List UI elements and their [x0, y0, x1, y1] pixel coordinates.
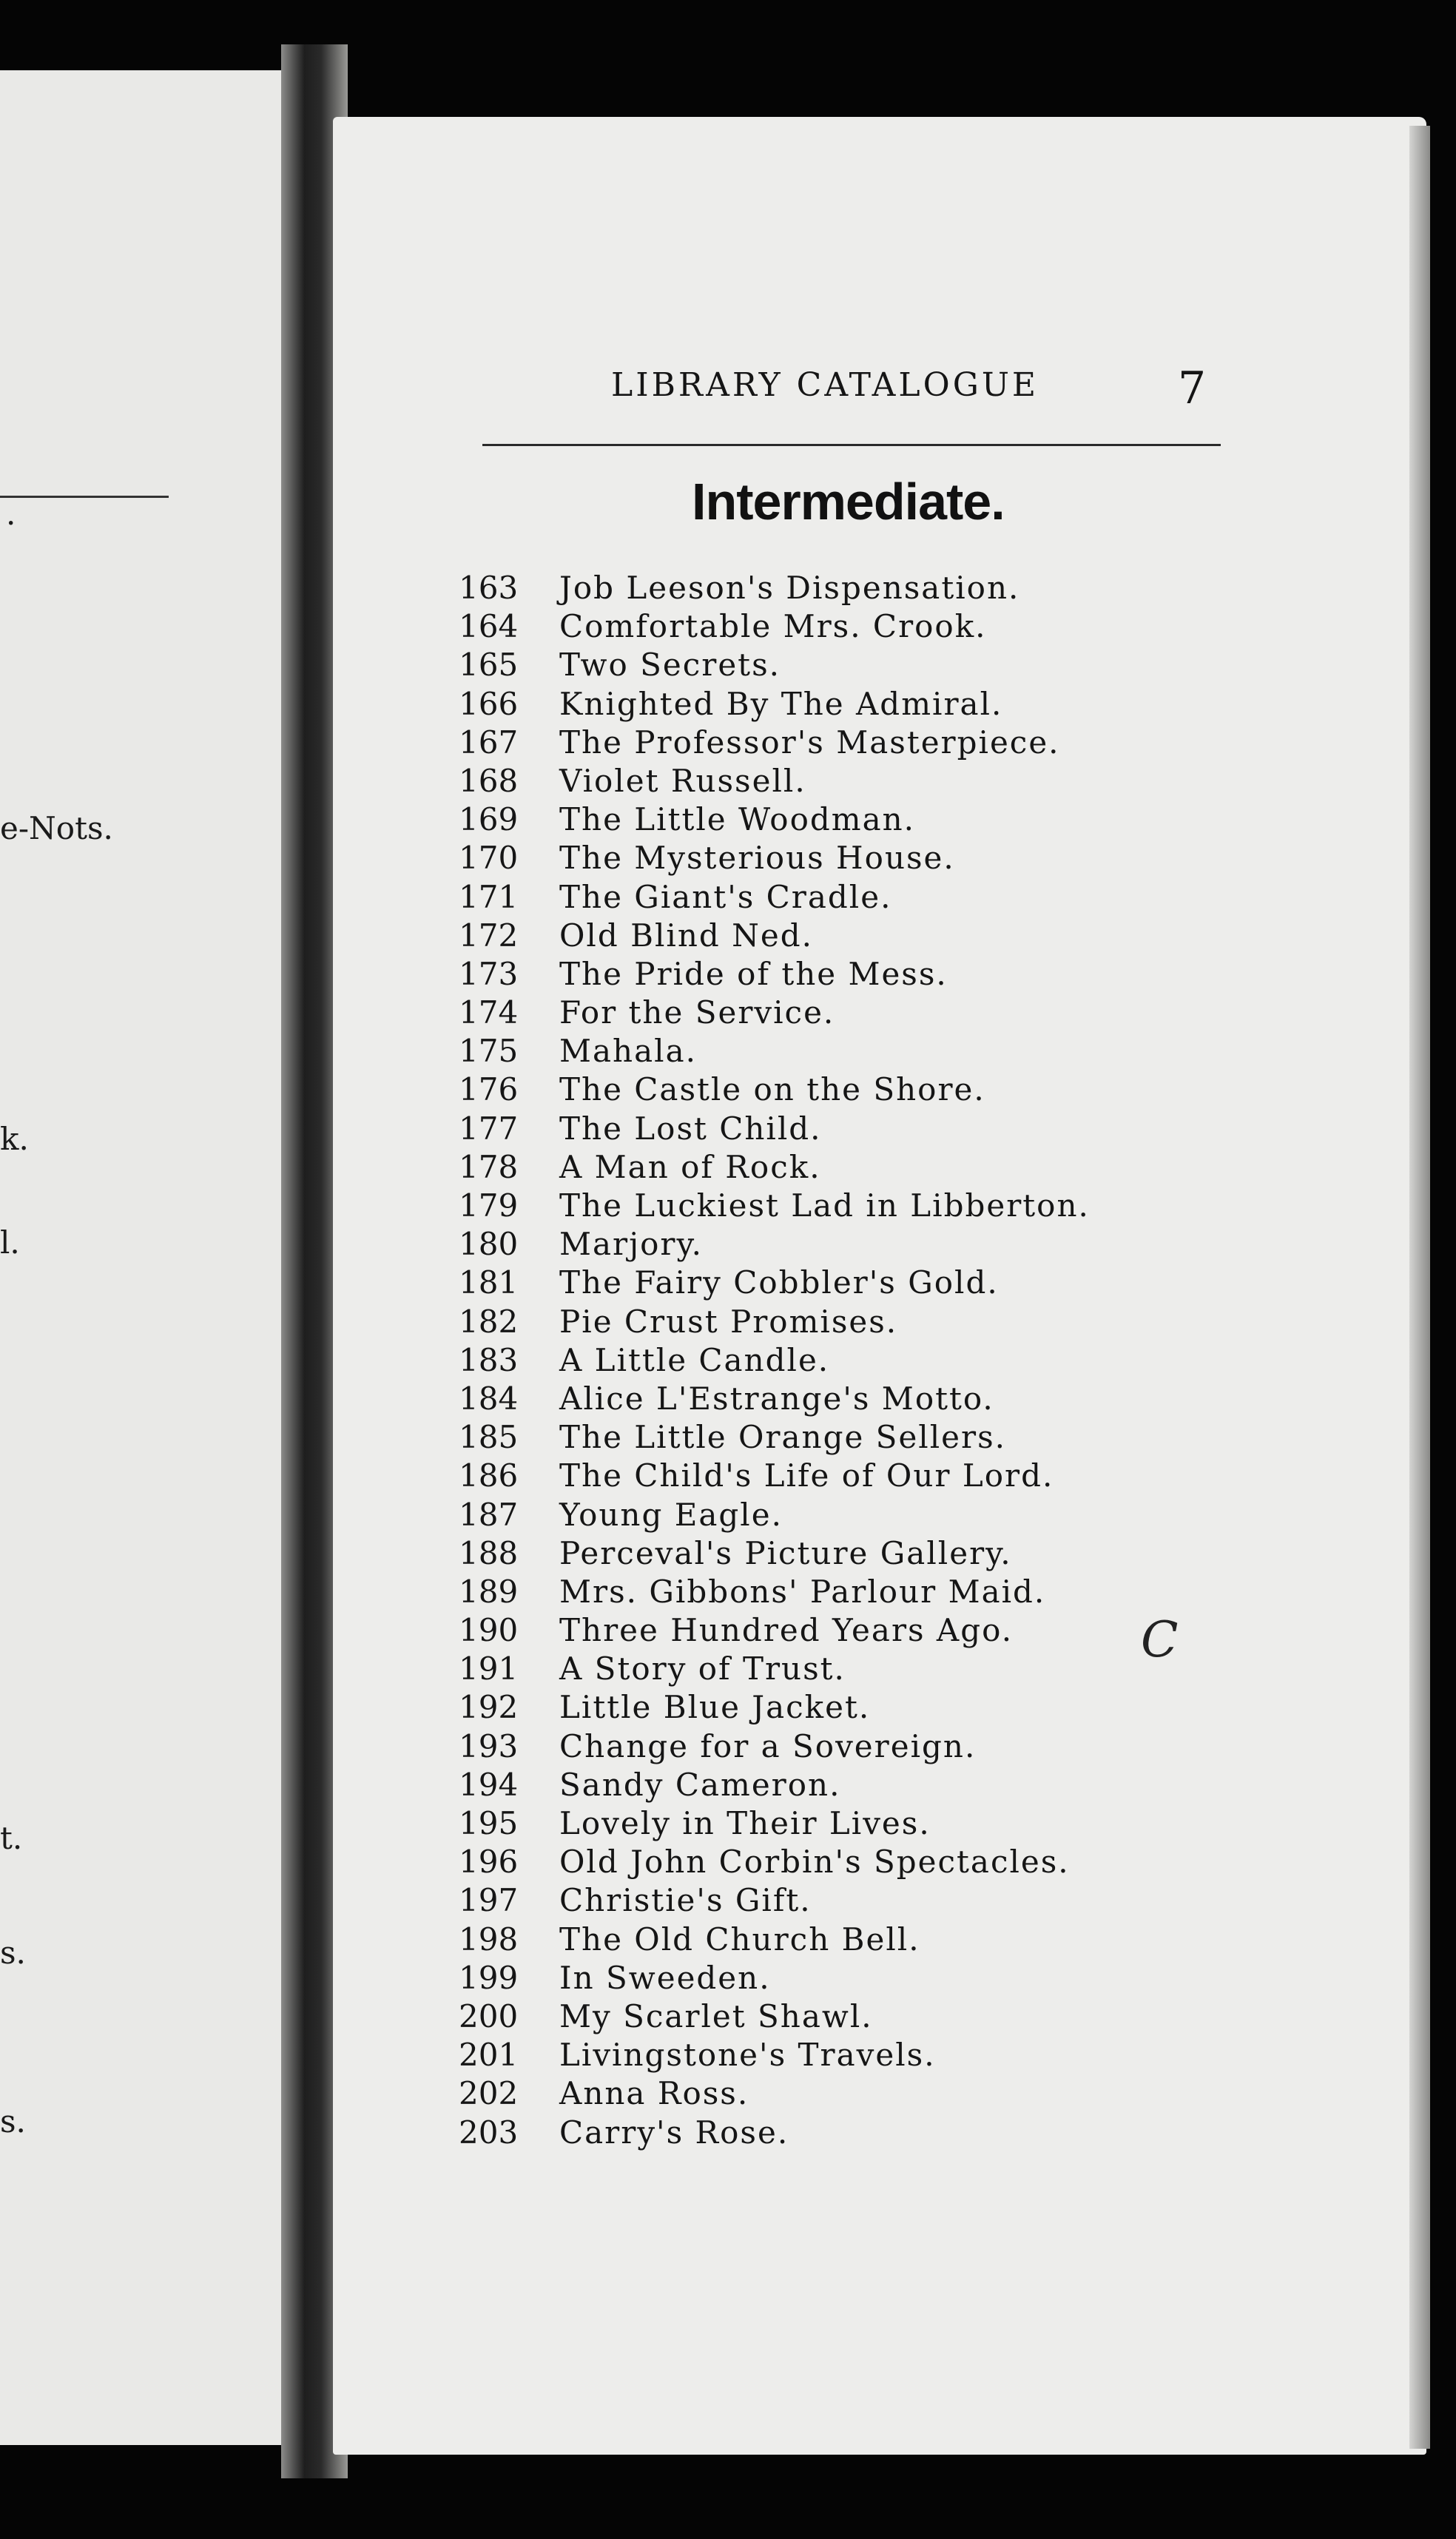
- catalogue-entry: [459, 2037, 1406, 2075]
- catalogue-entry: [459, 608, 1406, 647]
- entry-number: 190: [459, 1612, 519, 1649]
- entry-title: Sandy Cameron.: [559, 1766, 841, 1803]
- catalogue-list: [459, 570, 1406, 2153]
- entry-title: Old John Corbin's Spectacles.: [559, 1844, 1070, 1881]
- entry-number: 183: [459, 1341, 519, 1378]
- page-number: 7: [1178, 363, 1207, 414]
- catalogue-entry: [459, 1110, 1406, 1149]
- entry-number: 168: [459, 762, 519, 799]
- entry-number: 186: [459, 1457, 519, 1494]
- entry-number: 188: [459, 1534, 519, 1571]
- entry-title: Marjory.: [559, 1226, 704, 1263]
- entry-number: 201: [459, 2037, 519, 2074]
- catalogue-entry: [459, 956, 1406, 994]
- catalogue-entry: [459, 1033, 1406, 1071]
- entry-title: Carry's Rose.: [559, 2114, 789, 2151]
- catalogue-entry: [459, 1457, 1406, 1496]
- entry-number: 200: [459, 1997, 519, 2034]
- entry-title: A Man of Rock.: [559, 1148, 821, 1185]
- entry-number: 197: [459, 1882, 519, 1919]
- catalogue-entry: [459, 1149, 1406, 1187]
- entry-number: 172: [459, 917, 519, 954]
- entry-title: Christie's Gift.: [559, 1882, 812, 1919]
- entry-number: 167: [459, 724, 519, 761]
- left-fragment: s.: [0, 1935, 26, 1971]
- entry-title: The Professor's Masterpiece.: [559, 724, 1060, 761]
- entry-title: Mrs. Gibbons' Parlour Maid.: [559, 1573, 1046, 1610]
- entry-title: Young Eagle.: [559, 1496, 783, 1533]
- entry-title: The Old Church Bell.: [559, 1921, 920, 1958]
- catalogue-entry: [459, 1650, 1406, 1689]
- catalogue-entry: [459, 1960, 1406, 1998]
- entry-title: My Scarlet Shawl.: [559, 1997, 873, 2034]
- catalogue-entry: [459, 724, 1406, 763]
- entry-title: The Pride of the Mess.: [559, 955, 948, 992]
- handwritten-mark: C: [1141, 1611, 1179, 1668]
- entry-number: 176: [459, 1071, 519, 1108]
- entry-title: Violet Russell.: [559, 762, 806, 799]
- entry-title: Pie Crust Promises.: [559, 1303, 898, 1340]
- entry-title: Livingstone's Travels.: [559, 2037, 936, 2074]
- catalogue-entry: [459, 1689, 1406, 1727]
- entry-title: Three Hundred Years Ago.: [559, 1612, 1014, 1649]
- entry-title: Anna Ross.: [559, 2075, 749, 2112]
- entry-title: The Mysterious House.: [559, 840, 955, 877]
- entry-number: 182: [459, 1303, 519, 1340]
- catalogue-entry: [459, 1380, 1406, 1419]
- catalogue-entry: [459, 2075, 1406, 2114]
- entry-number: 166: [459, 685, 519, 722]
- catalogue-entry: [459, 1805, 1406, 1844]
- entry-title: Lovely in Their Lives.: [559, 1805, 931, 1841]
- entry-number: 199: [459, 1959, 519, 1996]
- catalogue-entry: [459, 801, 1406, 840]
- entry-title: For the Service.: [559, 994, 835, 1031]
- entry-number: 173: [459, 955, 519, 992]
- left-fragment: k.: [0, 1121, 29, 1157]
- catalogue-entry: [459, 1497, 1406, 1535]
- entry-title: Old Blind Ned.: [559, 917, 813, 954]
- entry-title: The Luckiest Lad in Libberton.: [559, 1187, 1090, 1224]
- entry-number: 179: [459, 1187, 519, 1224]
- catalogue-entry: [459, 1998, 1406, 2037]
- catalogue-entry: [459, 1419, 1406, 1457]
- entry-title: The Little Woodman.: [559, 801, 916, 838]
- catalogue-entry: [459, 1921, 1406, 1960]
- entry-number: 177: [459, 1110, 519, 1147]
- catalogue-entry: [459, 763, 1406, 801]
- entry-title: The Giant's Cradle.: [559, 878, 892, 915]
- entry-number: 198: [459, 1921, 519, 1958]
- page-edge: [1409, 126, 1430, 2449]
- entry-title: Knighted By The Admiral.: [559, 685, 1003, 722]
- entry-number: 194: [459, 1766, 519, 1803]
- entry-title: The Child's Life of Our Lord.: [559, 1457, 1054, 1494]
- catalogue-entry: [459, 879, 1406, 917]
- entry-number: 192: [459, 1689, 519, 1726]
- entry-title: Little Blue Jacket.: [559, 1689, 871, 1726]
- catalogue-entry: [459, 647, 1406, 685]
- entry-number: 185: [459, 1419, 519, 1456]
- left-fragment: s.: [0, 2103, 26, 2140]
- entry-title: Comfortable Mrs. Crook.: [559, 608, 987, 645]
- catalogue-entry: [459, 1535, 1406, 1574]
- entry-title: Two Secrets.: [559, 647, 781, 684]
- entry-title: A Story of Trust.: [559, 1650, 846, 1687]
- catalogue-entry: [459, 1574, 1406, 1612]
- catalogue-entry: [459, 1071, 1406, 1110]
- left-fragment: .: [6, 496, 16, 532]
- catalogue-entry: [459, 1226, 1406, 1264]
- entry-title: A Little Candle.: [559, 1341, 830, 1378]
- catalogue-entry: [459, 1342, 1406, 1380]
- entry-title: Mahala.: [559, 1033, 697, 1070]
- entry-number: 175: [459, 1033, 519, 1070]
- entry-title: Job Leeson's Dispensation.: [559, 570, 1020, 606]
- entry-number: 169: [459, 801, 519, 838]
- catalogue-entry: [459, 1767, 1406, 1805]
- left-fragment: l.: [0, 1224, 20, 1261]
- catalogue-entry: [459, 570, 1406, 608]
- catalogue-entry: [459, 994, 1406, 1033]
- entry-number: 187: [459, 1496, 519, 1533]
- entry-number: 184: [459, 1380, 519, 1417]
- entry-number: 191: [459, 1650, 519, 1687]
- entry-title: The Little Orange Sellers.: [559, 1419, 1007, 1456]
- left-fragment: t.: [0, 1820, 23, 1856]
- entry-title: The Lost Child.: [559, 1110, 822, 1147]
- catalogue-entry: [459, 686, 1406, 724]
- catalogue-entry: [459, 1304, 1406, 1342]
- entry-number: 193: [459, 1727, 519, 1764]
- left-fragment: e-Nots.: [0, 810, 113, 846]
- catalogue-entry: [459, 840, 1406, 878]
- entry-number: 170: [459, 840, 519, 877]
- catalogue-entry: [459, 2114, 1406, 2153]
- section-title: Intermediate.: [692, 473, 1005, 530]
- catalogue-entry: [459, 1612, 1406, 1650]
- header-rule: [482, 444, 1221, 446]
- entry-title: Perceval's Picture Gallery.: [559, 1534, 1012, 1571]
- entry-title: The Fairy Cobbler's Gold.: [559, 1264, 999, 1301]
- entry-number: 164: [459, 608, 519, 645]
- catalogue-entry: [459, 1844, 1406, 1882]
- entry-number: 163: [459, 570, 519, 606]
- entry-number: 180: [459, 1226, 519, 1263]
- entry-number: 189: [459, 1573, 519, 1610]
- entry-number: 165: [459, 647, 519, 684]
- entry-number: 196: [459, 1844, 519, 1881]
- left-page-rule: [0, 496, 169, 498]
- catalogue-entry: [459, 1264, 1406, 1303]
- entry-number: 178: [459, 1148, 519, 1185]
- entry-title: Alice L'Estrange's Motto.: [559, 1380, 994, 1417]
- catalogue-entry: [459, 1882, 1406, 1921]
- running-head: LIBRARY CATALOGUE: [611, 366, 1039, 404]
- entry-number: 171: [459, 878, 519, 915]
- entry-number: 195: [459, 1805, 519, 1841]
- catalogue-entry: [459, 1187, 1406, 1226]
- entry-number: 174: [459, 994, 519, 1031]
- entry-title: Change for a Sovereign.: [559, 1727, 977, 1764]
- left-page: [0, 70, 286, 2445]
- entry-number: 202: [459, 2075, 519, 2112]
- entry-number: 203: [459, 2114, 519, 2151]
- entry-title: The Castle on the Shore.: [559, 1071, 985, 1108]
- entry-number: 181: [459, 1264, 519, 1301]
- catalogue-entry: [459, 917, 1406, 956]
- entry-title: In Sweeden.: [559, 1959, 771, 1996]
- catalogue-entry: [459, 1728, 1406, 1767]
